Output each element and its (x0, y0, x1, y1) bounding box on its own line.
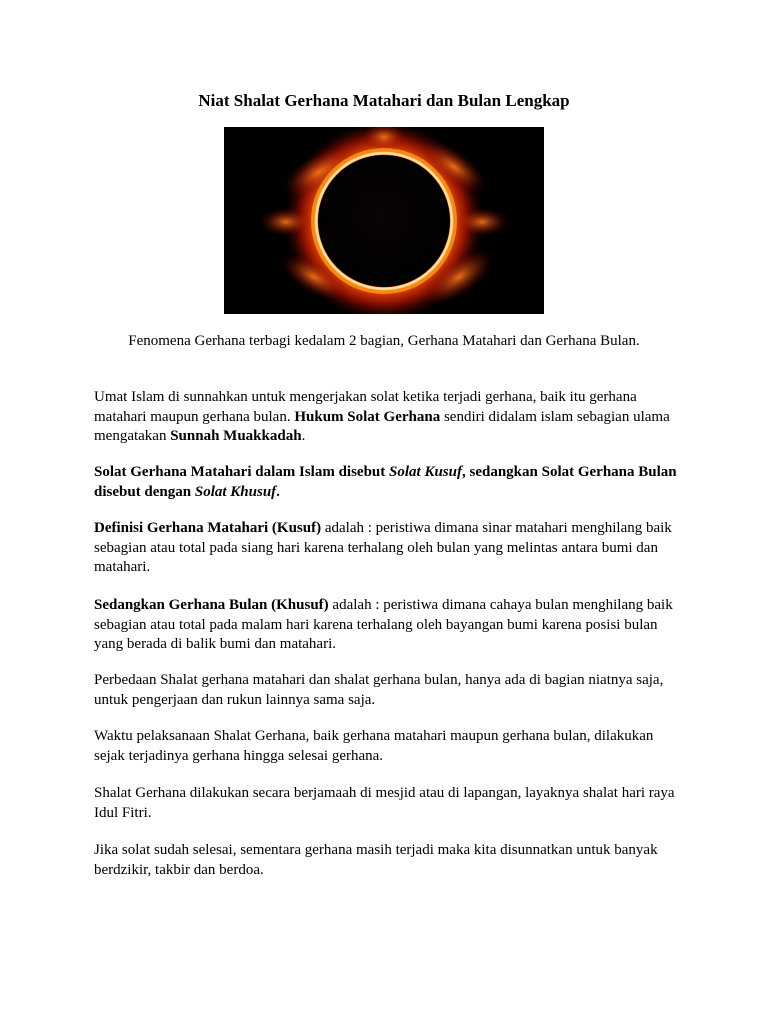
bold-run: . (276, 483, 280, 500)
text-run: adalah : peristiwa dimana sinar matahari menghilang baik sebagian atau total pada siang hari karena terhalang oleh bulan yang melintas antara bumi dan matahari. (94, 520, 672, 575)
bold-run: Sedangkan Gerhana Bulan (Khusuf) (94, 597, 329, 613)
bold-run: Sunnah Muakkadah (170, 428, 302, 444)
paragraph-pelaksanaan: Shalat Gerhana dilakukan secara berjamaah di mesjid atau di lapangan, layaknya shalat hari raya Idul Fitri. (94, 785, 675, 821)
paragraph-hukum (94, 388, 684, 447)
text-run: Umat Islam di sunnahkan untuk mengerjakan solat ketika terjadi gerhana, baik itu gerhana matahari maupun gerhana bulan. (94, 389, 637, 425)
bold-run: Hukum Solat Gerhana (294, 408, 441, 425)
paragraph-sebutan (94, 463, 684, 502)
bold-run: Definisi Gerhana Matahari (Kusuf) (94, 520, 322, 536)
text-run: . (301, 428, 306, 444)
image-caption: Fenomena Gerhana terbagi kedalam 2 bagian, Gerhana Matahari dan Gerhana Bulan. (128, 333, 640, 349)
bold-run: Solat Gerhana Matahari dalam Islam disebut (94, 464, 390, 480)
text-run: adalah : peristiwa dimana cahaya bulan menghilang baik sebagian atau total pada malam hari karena terhalang oleh bayangan bumi karena posisi bulan yang berada di balik bumi dan matahari. (94, 597, 673, 652)
paragraph-setelah-solat: Jika solat sudah selesai, sementara gerhana masih terjadi maka kita disunnatkan untuk banyak berdzikir, takbir dan berdoa. (94, 842, 658, 878)
italic-run: Solat Khusuf (194, 483, 277, 500)
paragraph-definisi-kusuf (94, 519, 684, 578)
paragraph-perbedaan: Perbedaan Shalat gerhana matahari dan shalat gerhana bulan, hanya ada di bagian niatnya saja, untuk pengerjaan dan rukun lainnya sama saja. (94, 672, 664, 708)
document-title: Niat Shalat Gerhana Matahari dan Bulan Lengkap (198, 91, 570, 110)
paragraph-definisi-khusuf (94, 596, 684, 655)
bold-run: , sedangkan Solat Gerhana Bulan disebut dengan (94, 464, 677, 500)
text-run: sendiri didalam islam sebagian ulama mengatakan (94, 408, 670, 444)
paragraph-waktu: Waktu pelaksanaan Shalat Gerhana, baik gerhana matahari maupun gerhana bulan, dilakukan sejak terjadinya gerhana hingga selesai gerhana. (94, 728, 654, 764)
solar-eclipse-image (224, 127, 544, 314)
italic-run: Solat Kusuf (389, 464, 462, 480)
